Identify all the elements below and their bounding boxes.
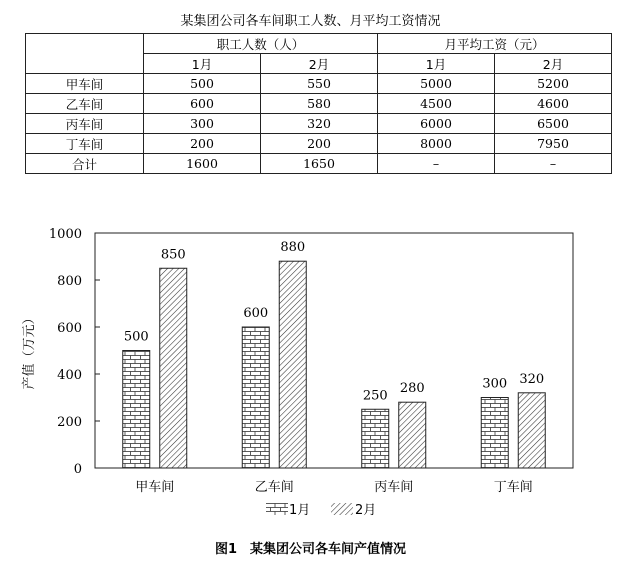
y-axis-label: 产值（万元） [22, 311, 37, 390]
table-corner-cell [26, 34, 144, 74]
month-header: 2月 [495, 54, 612, 74]
row-name: 甲车间 [26, 74, 144, 94]
table-row [26, 154, 612, 174]
data-label: 600 [243, 306, 269, 321]
table-cell: 5200 [495, 74, 612, 94]
table-cell: 200 [144, 134, 261, 154]
table-cell: 600 [144, 94, 261, 114]
table-header-row [26, 34, 612, 54]
table-cell: – [378, 154, 495, 174]
data-label: 250 [362, 388, 388, 404]
month-header: 1月 [144, 54, 261, 74]
data-label: 880 [280, 240, 306, 256]
table-cell: 7950 [495, 134, 612, 154]
table-row [26, 74, 612, 94]
data-label: 850 [160, 247, 186, 263]
x-tick-label: 丙车间 [374, 480, 414, 495]
bar-feb [160, 268, 187, 468]
group-header: 月平均工资（元） [378, 34, 612, 54]
y-tick-label: 600 [57, 321, 82, 336]
y-tick-label: 800 [57, 274, 82, 289]
x-tick-label: 甲车间 [135, 480, 175, 495]
x-tick-label: 乙车间 [254, 480, 294, 495]
table-cell: 6000 [378, 114, 495, 134]
production-chart [0, 215, 621, 535]
month-header: 2月 [261, 54, 378, 74]
group-header: 职工人数（人） [144, 34, 378, 54]
table-cell: 500 [144, 74, 261, 94]
table-row [26, 134, 612, 154]
y-tick-label: 200 [57, 415, 82, 430]
salary-table [25, 33, 612, 174]
row-name: 丁车间 [26, 134, 144, 154]
y-tick-label: 0 [73, 462, 82, 477]
y-tick-label: 400 [57, 368, 82, 383]
table-title: 某集团公司各车间职工人数、月平均工资情况 [180, 14, 441, 29]
data-label: 280 [399, 381, 425, 397]
y-tick-label: 1000 [48, 227, 82, 242]
table-cell: 1650 [261, 154, 378, 174]
bar-feb [279, 261, 306, 468]
table-cell: 300 [144, 114, 261, 134]
row-name: 合计 [26, 154, 144, 174]
bar-jan [481, 398, 508, 469]
chart-caption: 图1 某集团公司各车间产值情况 [214, 542, 407, 557]
row-name: 乙车间 [26, 94, 144, 114]
table-cell: 6500 [495, 114, 612, 134]
table-row [26, 94, 612, 114]
bar-jan [123, 351, 150, 469]
legend-label-jan: 1月 [289, 503, 311, 518]
bar-feb [399, 402, 426, 468]
table-cell: 1600 [144, 154, 261, 174]
legend-swatch-jan [266, 503, 288, 515]
legend-label-feb: 2月 [355, 503, 377, 518]
table-row [26, 114, 612, 134]
bar-jan [242, 327, 269, 468]
row-name: 丙车间 [26, 114, 144, 134]
x-tick-label: 丁车间 [493, 480, 533, 495]
data-label: 300 [482, 376, 508, 392]
legend-swatch-feb [331, 503, 353, 515]
bar-feb [518, 393, 545, 468]
table-cell: 5000 [378, 74, 495, 94]
table-cell: 4500 [378, 94, 495, 114]
table-cell: 320 [261, 114, 378, 134]
bar-jan [362, 409, 389, 468]
table-cell: 550 [261, 74, 378, 94]
data-label: 500 [123, 329, 149, 345]
month-header: 1月 [378, 54, 495, 74]
data-label: 320 [519, 371, 545, 387]
table-cell: 4600 [495, 94, 612, 114]
table-cell: 580 [261, 94, 378, 114]
table-cell: – [495, 154, 612, 174]
table-cell: 8000 [378, 134, 495, 154]
table-cell: 200 [261, 134, 378, 154]
